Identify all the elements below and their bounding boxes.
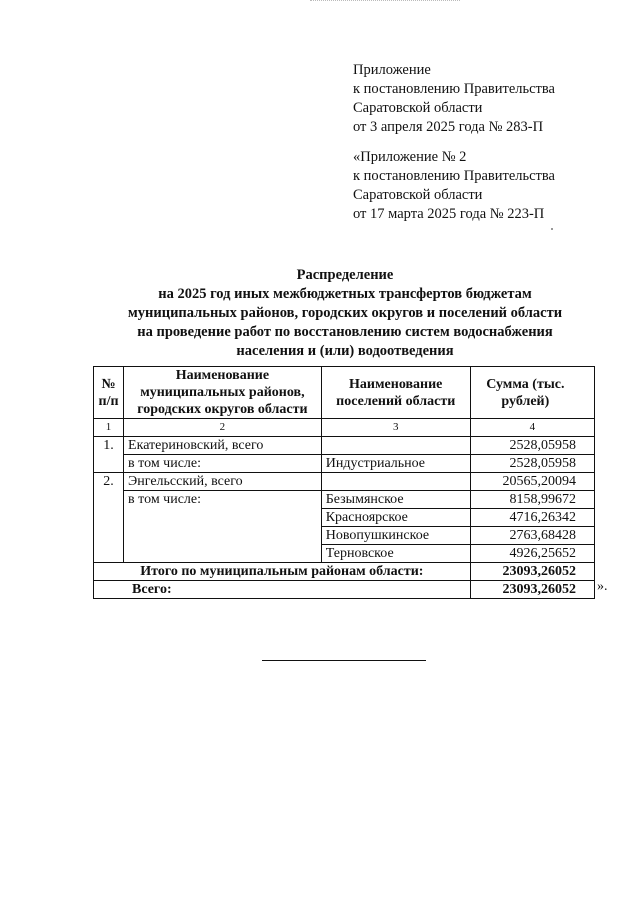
settlement-name [321, 437, 470, 455]
row-number [94, 509, 124, 527]
amount: 2763,68428 [470, 527, 594, 545]
district-name [124, 509, 322, 527]
scan-speck [551, 228, 553, 230]
row-number [94, 455, 124, 473]
district-name [124, 545, 322, 563]
annex-line: Саратовской области [353, 187, 483, 203]
table-row [94, 473, 595, 491]
total-label: Итого по муниципальным районам области: [94, 563, 471, 581]
annex-line: к постановлению Правительства [353, 168, 555, 184]
title-line: на проведение работ по восстановлению систем водоснабжения [137, 324, 553, 340]
grand-total-amount: 23093,26052 [470, 581, 594, 599]
row-number [94, 527, 124, 545]
total-amount: 23093,26052 [470, 563, 594, 581]
annex-line: Саратовской области [353, 100, 483, 116]
header-amount: Сумма (тыс. рублей) [470, 367, 594, 419]
annex-line: «Приложение № 2 [353, 149, 467, 165]
column-number: 4 [470, 419, 594, 437]
table-header-row [94, 367, 595, 419]
annex-line: от 3 апреля 2025 года № 283-П [353, 119, 544, 135]
grand-total-row [94, 581, 595, 599]
settlement-name: Безымянское [321, 491, 470, 509]
closing-quote: ». [597, 579, 608, 594]
document-title [120, 266, 570, 361]
row-number: 2. [94, 473, 124, 491]
row-number [94, 545, 124, 563]
settlement-name: Индустриальное [321, 455, 470, 473]
title-line: на 2025 год иных межбюджетных трансфертов бюджетам [158, 286, 532, 302]
table-row [94, 509, 595, 527]
amount: 20565,20094 [470, 473, 594, 491]
row-number [94, 491, 124, 509]
district-name: Энгельсский, всего [124, 473, 322, 491]
scan-artifact [310, 0, 460, 4]
annex-line: к постановлению Правительства [353, 81, 555, 97]
settlement-name [321, 473, 470, 491]
total-row [94, 563, 595, 581]
annex-line: от 17 марта 2025 года № 223-П [353, 206, 545, 222]
settlement-name: Красноярское [321, 509, 470, 527]
column-number-row [94, 419, 595, 437]
header-number: № п/п [94, 367, 124, 419]
amount: 4716,26342 [470, 509, 594, 527]
annex-reference-original [353, 148, 555, 224]
district-name: в том числе: [124, 455, 322, 473]
column-number: 3 [321, 419, 470, 437]
header-settlement: Наименование поселений области [321, 367, 470, 419]
table-row [94, 455, 595, 473]
amount: 2528,05958 [470, 455, 594, 473]
title-line: муниципальных районов, городских округов и поселений области [127, 305, 563, 321]
distribution-table [93, 366, 595, 599]
table-row [94, 527, 595, 545]
amount: 4926,25652 [470, 545, 594, 563]
end-divider [262, 660, 426, 661]
settlement-name: Новопушкинское [321, 527, 470, 545]
grand-total-label: Всего: [94, 581, 471, 599]
amount: 2528,05958 [470, 437, 594, 455]
table-row [94, 491, 595, 509]
column-number: 2 [124, 419, 322, 437]
amount: 8158,99672 [470, 491, 594, 509]
annex-line: Приложение [353, 62, 431, 78]
table-row [94, 545, 595, 563]
row-number: 1. [94, 437, 124, 455]
annex-reference-current [353, 61, 555, 137]
title-line: Распределение [296, 267, 394, 283]
title-line: населения и (или) водоотведения [236, 343, 454, 359]
table-row [94, 437, 595, 455]
district-name [124, 527, 322, 545]
district-name: Екатериновский, всего [124, 437, 322, 455]
district-name: в том числе: [124, 491, 322, 509]
header-district: Наименование муниципальных районов, городских округов области [124, 367, 322, 419]
settlement-name: Терновское [321, 545, 470, 563]
column-number: 1 [94, 419, 124, 437]
